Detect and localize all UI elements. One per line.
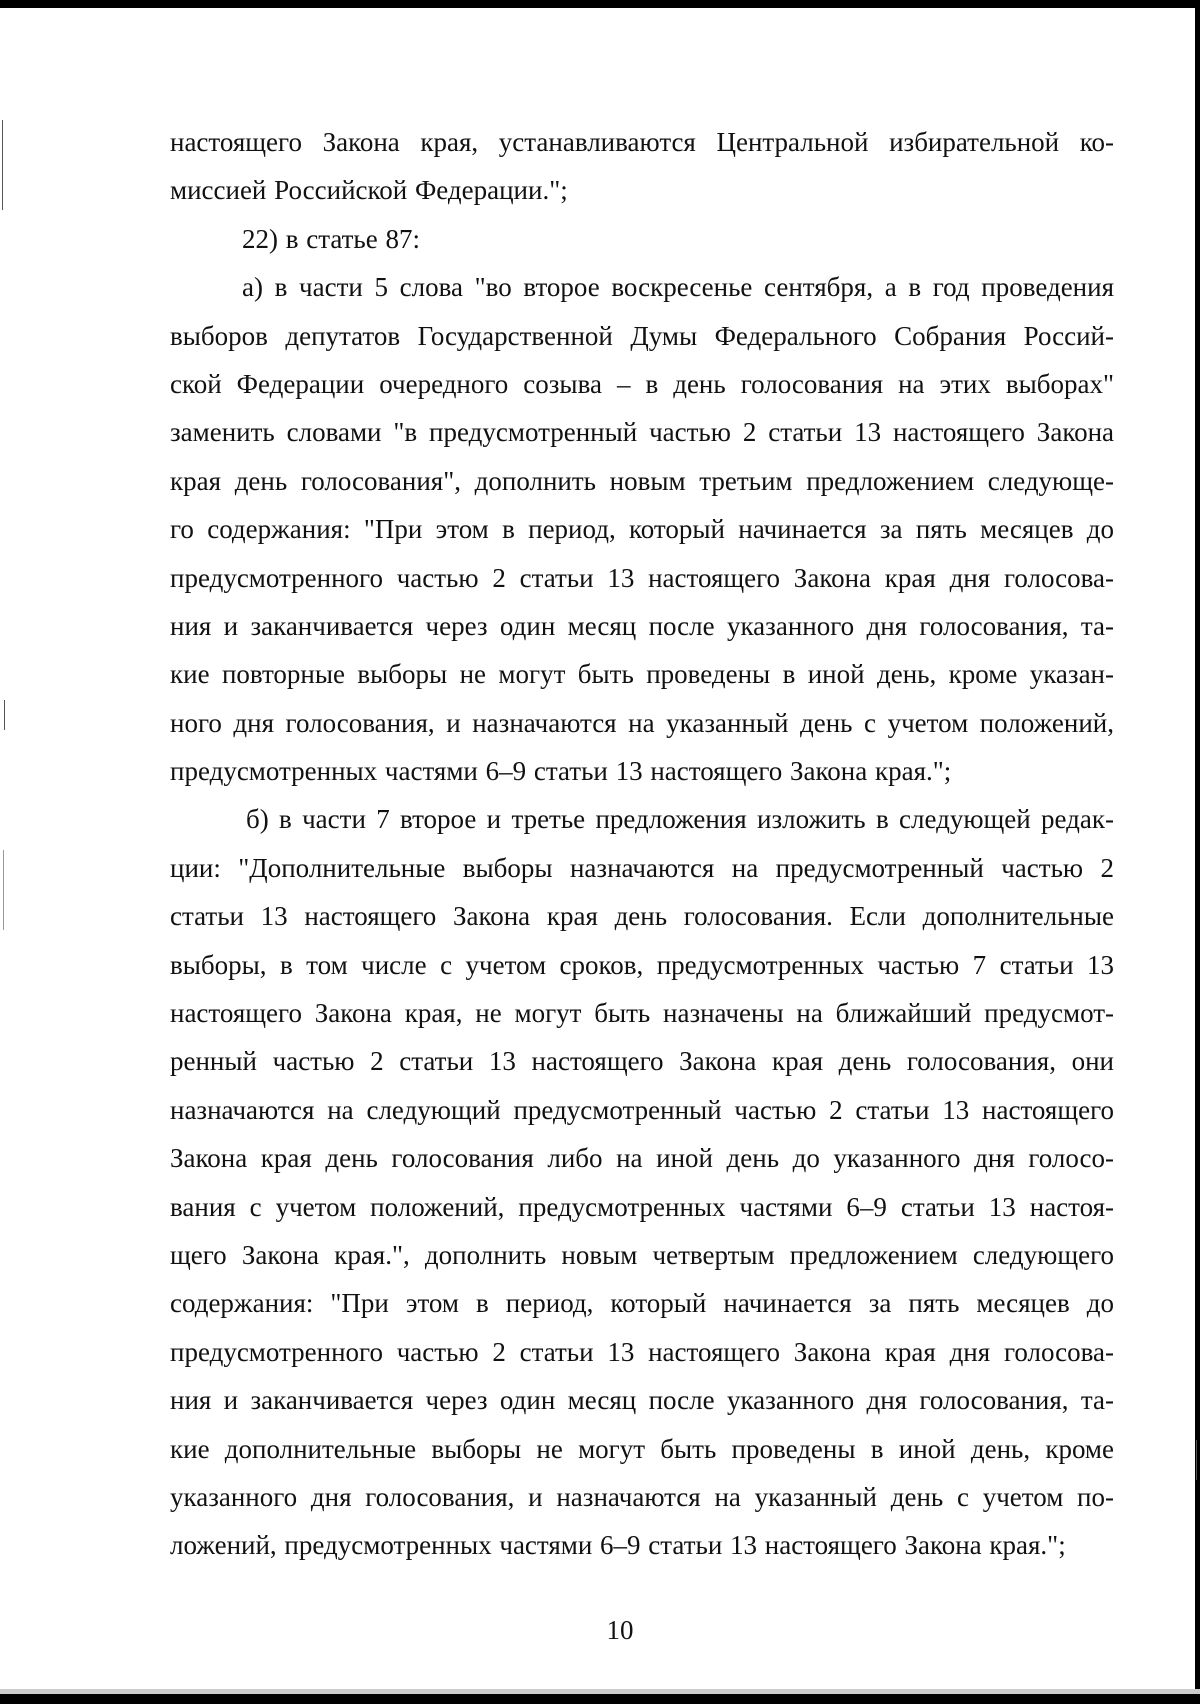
text-line: выборы, в том числе с учетом сроков, предусмотренных частью 7 статьи 13 bbox=[170, 949, 1114, 980]
text-line: кие повторные выборы не могут быть проведены в иной день, кроме указан- bbox=[170, 659, 1114, 690]
scan-border-top bbox=[0, 0, 1200, 8]
text-line: щего Закона края.", дополнить новым четвертым предложением следующего bbox=[170, 1239, 1114, 1270]
text-line: заменить словами "в предусмотренный частью 2 статьи 13 настоящего Закона bbox=[170, 417, 1114, 448]
text-line: го содержания: "При этом в период, который начинается за пять месяцев до bbox=[170, 514, 1114, 545]
text-line: ренный частью 2 статьи 13 настоящего Закона края день голосования, они bbox=[170, 1046, 1114, 1077]
scan-border-bottom bbox=[0, 1694, 1200, 1704]
text-line: предусмотренного частью 2 статьи 13 настоящего Закона края дня голосова- bbox=[170, 1336, 1114, 1367]
paragraph-first-line: б) в части 7 второе и третье предложения изложить в следующей редак- bbox=[246, 804, 1114, 835]
text-line: ния и заканчивается через один месяц после указанного дня голосования, та- bbox=[170, 610, 1114, 641]
text-line: предусмотренного частью 2 статьи 13 настоящего Закона края дня голосова- bbox=[170, 562, 1114, 593]
text-line: настоящего Закона края, не могут быть назначены на ближайший предусмот- bbox=[170, 998, 1114, 1029]
text-line: ния и заканчивается через один месяц после указанного дня голосования, та- bbox=[170, 1385, 1114, 1416]
scan-margin-mark bbox=[2, 120, 3, 210]
text-line: содержания: "При этом в период, который начинается за пять месяцев до bbox=[170, 1288, 1114, 1319]
text-line: края день голосования", дополнить новым третьим предложением следующе- bbox=[170, 465, 1114, 496]
text-line: кие дополнительные выборы не могут быть проведены в иной день, кроме bbox=[170, 1433, 1114, 1464]
text-line: вания с учетом положений, предусмотренных частями 6–9 статьи 13 настоя- bbox=[170, 1191, 1114, 1222]
text-line: настоящего Закона края, устанавливаются Центральной избирательной ко- bbox=[170, 127, 1114, 157]
scan-margin-mark bbox=[3, 850, 4, 930]
text-line: ного дня голосования, и назначаются на указанный день с учетом положений, bbox=[170, 707, 1114, 738]
document-page bbox=[170, 118, 1114, 1570]
list-item-heading: 22) в статье 87: bbox=[242, 223, 420, 254]
text-line: назначаются на следующий предусмотренный частью 2 статьи 13 настоящего bbox=[170, 1094, 1114, 1125]
scan-margin-mark bbox=[4, 700, 5, 730]
text-line: указанного дня голосования, и назначаются на указанный день с учетом по- bbox=[170, 1481, 1114, 1512]
page-number: 10 bbox=[606, 1615, 634, 1645]
text-line: ции: "Дополнительные выборы назначаются на предусмотренный частью 2 bbox=[170, 852, 1114, 883]
text-line: статьи 13 настоящего Закона края день голосования. Если дополнительные bbox=[170, 901, 1114, 932]
paragraph-first-line: а) в части 5 слова "во второе воскресенье сентября, а в год проведения bbox=[242, 272, 1114, 303]
text-line: ложений, предусмотренных частями 6–9 статьи 13 настоящего Закона края."; bbox=[170, 1530, 1066, 1561]
text-line: миссией Российской Федерации."; bbox=[170, 175, 568, 206]
text-line: выборов депутатов Государственной Думы Федерального Собрания Россий- bbox=[170, 320, 1114, 351]
scan-margin-mark bbox=[1196, 1440, 1197, 1480]
text-line: предусмотренных частями 6–9 статьи 13 настоящего Закона края."; bbox=[170, 756, 952, 787]
text-line: ской Федерации очередного созыва – в день голосования на этих выборах" bbox=[170, 368, 1114, 399]
text-line: Закона края день голосования либо на иной день до указанного дня голосо- bbox=[170, 1143, 1114, 1174]
